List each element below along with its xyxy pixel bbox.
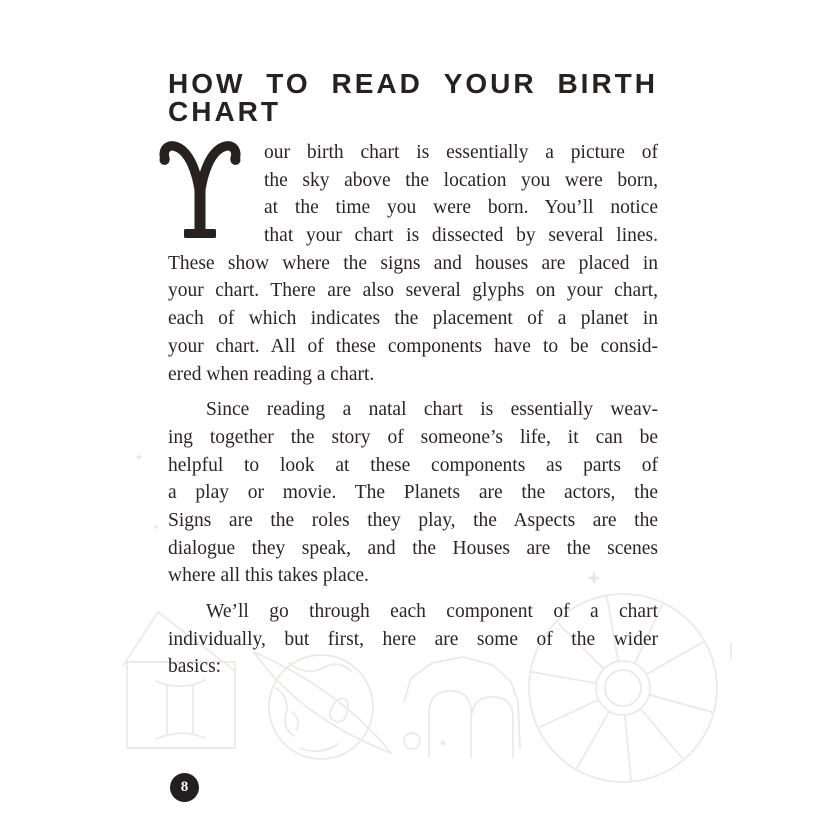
- heading-word: HOW: [168, 68, 246, 99]
- heading-word: BIRTH: [557, 68, 658, 99]
- text-column: [168, 70, 658, 681]
- text-line: a play or movie. The Planets are the actors, the: [168, 482, 658, 504]
- text-line: These show where the signs and houses are placed in: [168, 252, 658, 274]
- text-line: individually, but first, here are some of the wider: [168, 628, 658, 650]
- text-line: that your chart is dissected by several lines.: [264, 225, 658, 247]
- heading-word: READ: [331, 68, 423, 99]
- page-title-line1: [168, 70, 658, 98]
- page-title: [168, 70, 658, 126]
- text-line: ing together the story of someone’s life, it can be: [168, 426, 658, 448]
- text-line: where all this takes place.: [168, 565, 369, 587]
- page-title-line2: CHART: [168, 96, 281, 127]
- paragraph-1: [168, 139, 658, 388]
- text-line: your chart. There are also several glyphs on your chart,: [168, 280, 658, 302]
- paragraph-2: [168, 396, 658, 590]
- heading-word: TO: [266, 68, 311, 99]
- text-line: your chart. All of these components have to be consid-: [168, 335, 658, 357]
- text-line: We’ll go through each component of a chart: [206, 601, 658, 622]
- text-line: dialogue they speak, and the Houses are the scenes: [168, 537, 658, 559]
- text-line: helpful to look at these components as parts of: [168, 454, 658, 476]
- text-line: ered when reading a chart.: [168, 363, 375, 385]
- heading-word: YOUR: [443, 68, 537, 99]
- text-line: basics:: [168, 656, 222, 678]
- text-line: our birth chart is essentially a picture of: [264, 142, 658, 163]
- text-line: Since reading a natal chart is essentially weav-: [206, 399, 658, 421]
- aries-glyph-icon: [154, 137, 246, 241]
- text-line: at the time you were born. You’ll notice: [264, 197, 658, 219]
- paragraph-3: [168, 598, 658, 681]
- text-line: each of which indicates the placement of a planet in: [168, 308, 658, 330]
- text-line: Signs are the roles they play, the Aspects are the: [168, 509, 658, 531]
- text-line: the sky above the location you were born,: [264, 169, 658, 191]
- aries-dropcap: [154, 139, 264, 243]
- page-number-badge: [170, 773, 199, 802]
- page-number: 8: [180, 779, 189, 795]
